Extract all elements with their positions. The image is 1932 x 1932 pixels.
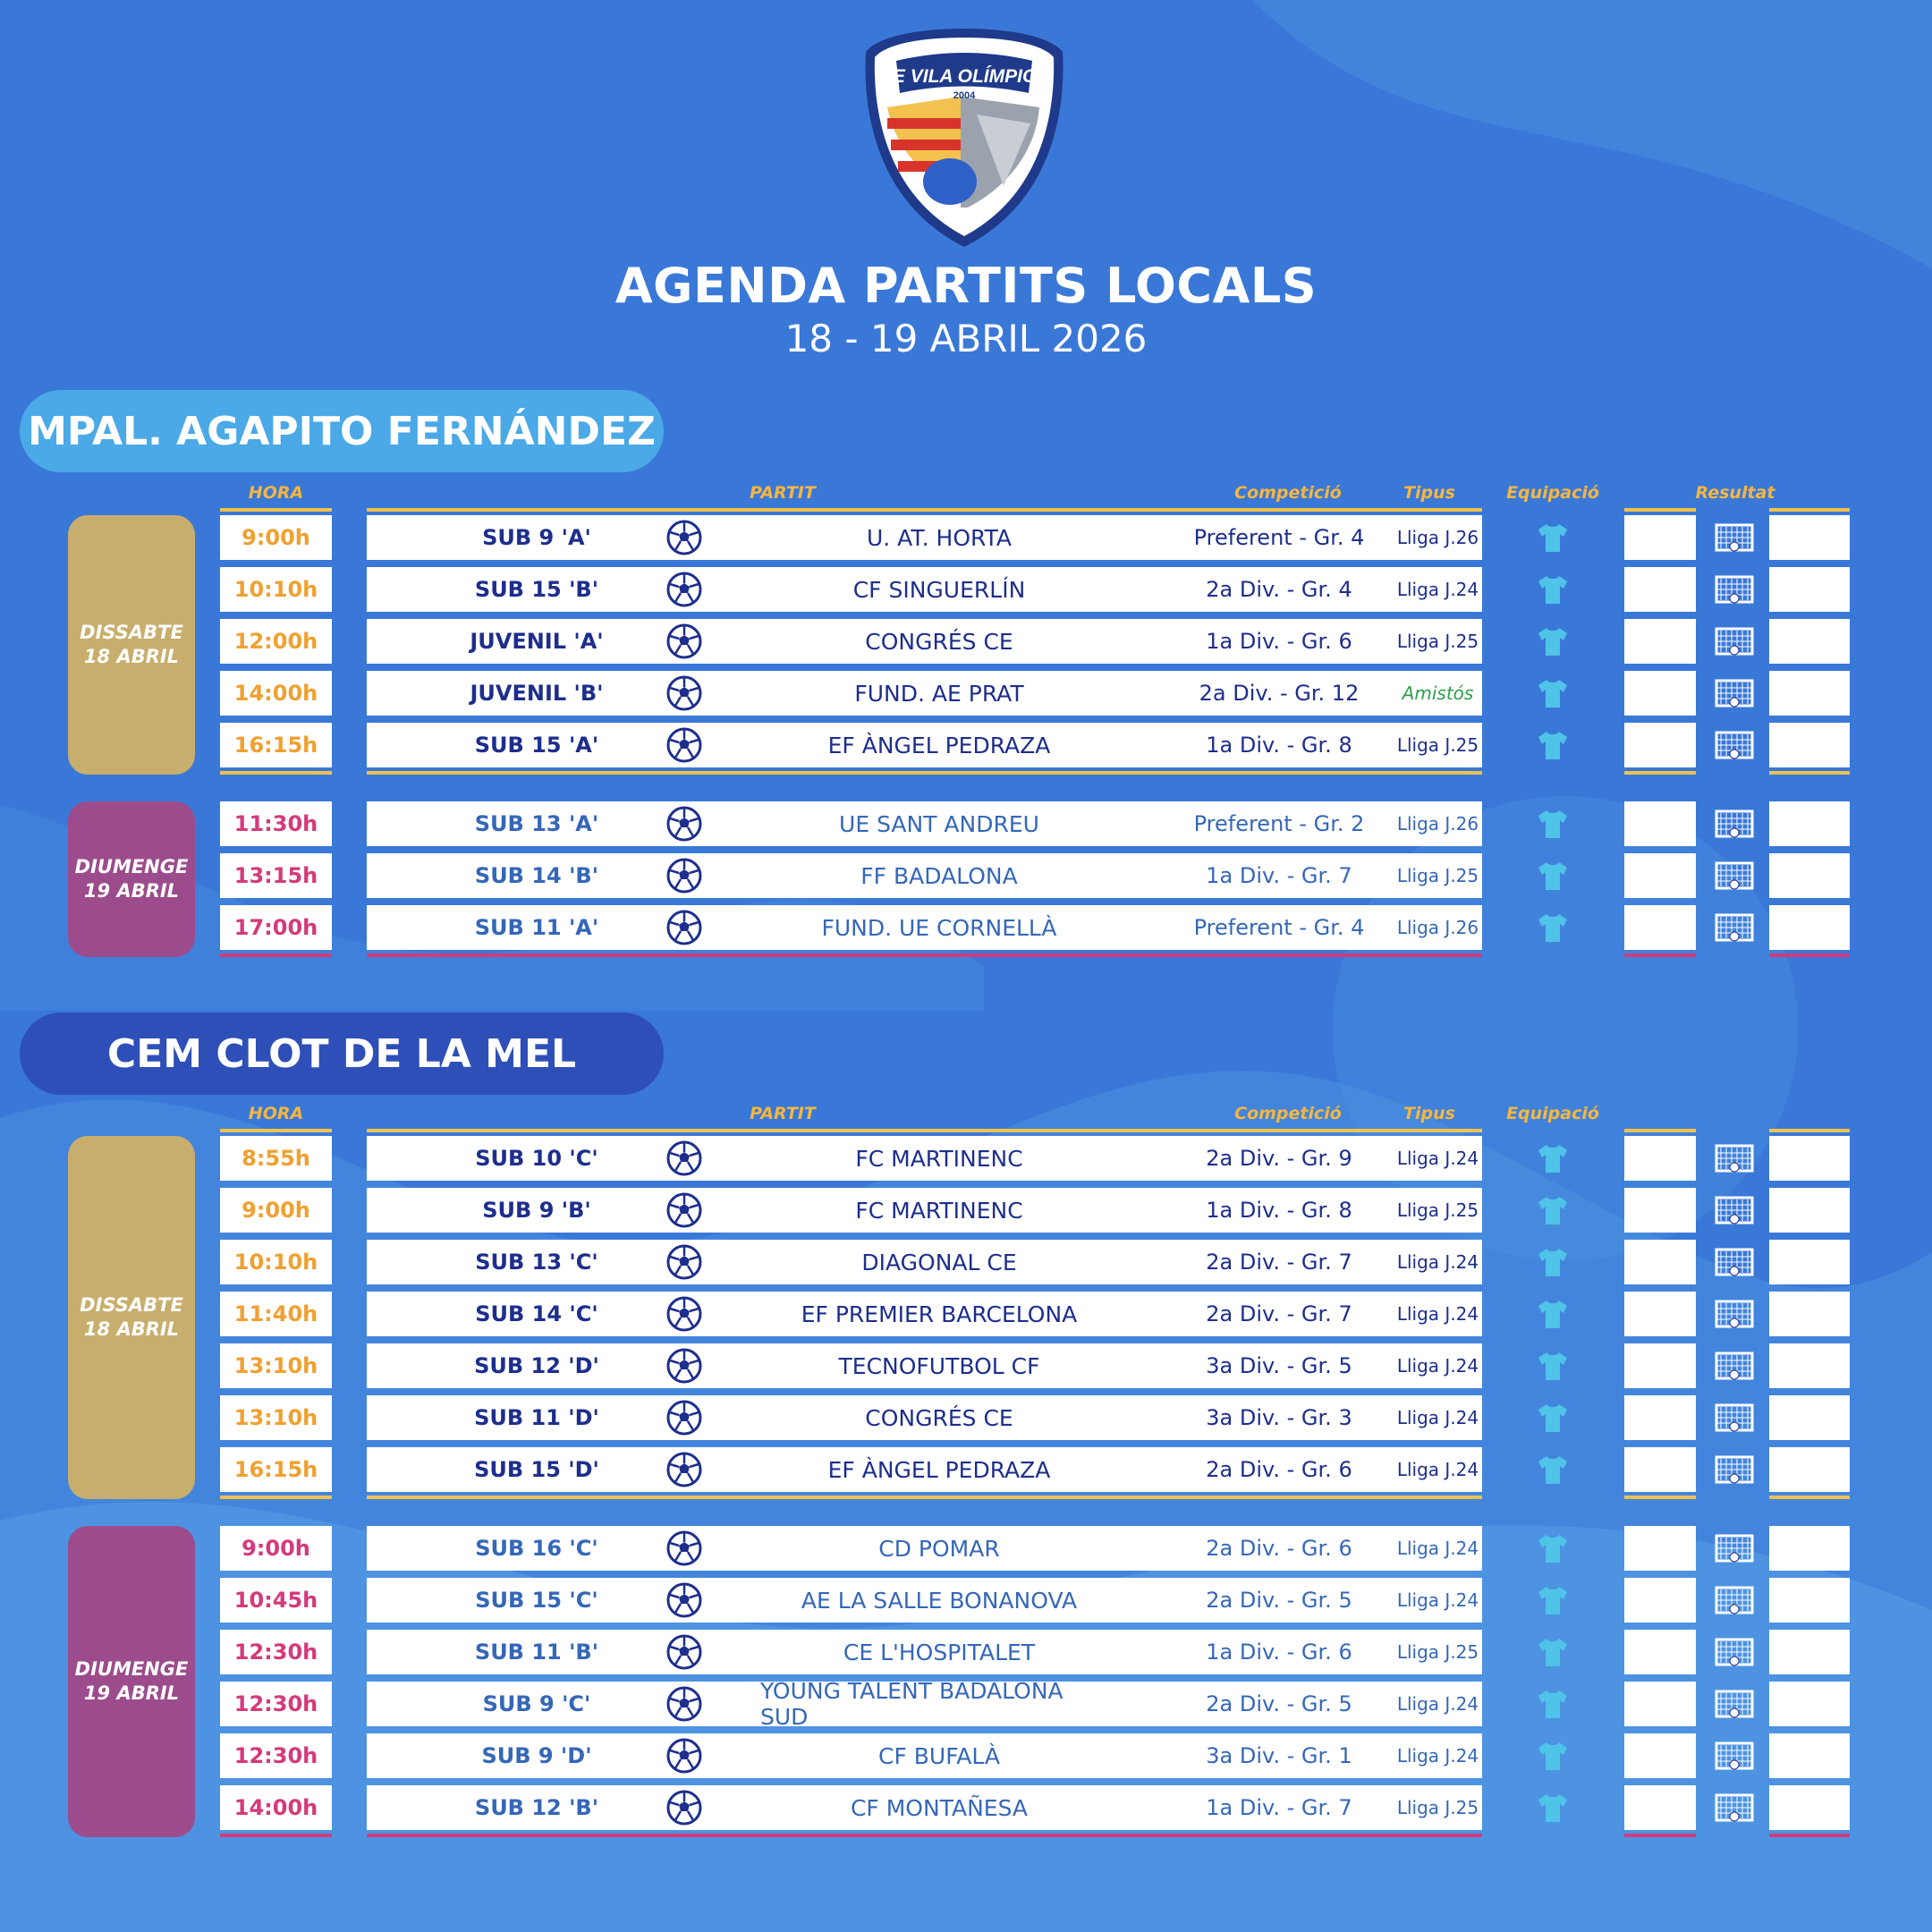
day-label-weekday: DISSABTE	[80, 621, 183, 643]
match-type: Lliga J.24	[1396, 1148, 1479, 1169]
result-away-box[interactable]	[1769, 853, 1850, 898]
competition: 3a Div. - Gr. 3	[1206, 1405, 1352, 1430]
match-time: 16:15h	[220, 723, 332, 767]
rival-team: FF BADALONA	[860, 862, 1018, 889]
goal-net-icon	[1714, 1584, 1755, 1616]
result-home-box[interactable]	[1624, 1578, 1696, 1623]
match-time: 12:30h	[220, 1630, 332, 1674]
soccer-ball-icon	[666, 1738, 702, 1774]
match-row	[367, 1188, 1482, 1233]
header-underline	[220, 1129, 332, 1132]
result-home-box[interactable]	[1624, 671, 1696, 716]
header-underline	[1624, 508, 1696, 512]
match-type: Lliga J.24	[1396, 1303, 1479, 1325]
result-away-box[interactable]	[1769, 1343, 1850, 1388]
result-away-box[interactable]	[1769, 1526, 1850, 1571]
goal-net-icon	[1714, 860, 1755, 892]
competition: 1a Div. - Gr. 7	[1206, 1795, 1352, 1820]
result-home-box[interactable]	[1624, 619, 1696, 664]
home-team: SUB 15 'D'	[474, 1457, 599, 1482]
match-time: 9:00h	[220, 1188, 332, 1233]
match-type: Lliga J.24	[1396, 1538, 1479, 1559]
shirt-icon	[1535, 1686, 1571, 1722]
match-time: 10:45h	[220, 1578, 332, 1623]
match-type: Lliga J.24	[1396, 1355, 1479, 1377]
soccer-ball-icon	[666, 1452, 702, 1487]
soccer-ball-icon	[666, 623, 702, 659]
day-block-dissabte	[68, 1136, 195, 1499]
day-underline	[367, 1834, 1482, 1837]
result-home-box[interactable]	[1624, 801, 1696, 846]
match-row	[367, 1395, 1482, 1440]
competition: 1a Div. - Gr. 8	[1206, 733, 1352, 758]
shirt-icon	[1535, 1790, 1571, 1826]
rival-team: CE L'HOSPITALET	[843, 1639, 1036, 1665]
competition: 1a Div. - Gr. 8	[1206, 1198, 1352, 1223]
home-team: SUB 12 'B'	[474, 1795, 599, 1820]
day-underline	[220, 953, 332, 957]
competition: 2a Div. - Gr. 6	[1206, 1536, 1352, 1561]
home-team: SUB 9 'D'	[481, 1743, 592, 1768]
goal-net-icon	[1714, 729, 1755, 761]
club-name-text: CE VILA OLÍMPICA	[878, 66, 1050, 87]
home-team: JUVENIL 'A'	[470, 629, 604, 654]
result-away-box[interactable]	[1769, 1733, 1850, 1778]
match-type: Lliga J.26	[1396, 813, 1479, 835]
rival-team: FUND. AE PRAT	[854, 680, 1024, 707]
match-type: Lliga J.24	[1396, 1745, 1479, 1767]
rival-team: YOUNG TALENT BADALONA SUD	[760, 1678, 1063, 1730]
day-underline	[367, 953, 1482, 957]
soccer-ball-icon	[666, 1348, 702, 1384]
rival-team: FUND. UE CORNELLÀ	[821, 914, 1057, 941]
home-team: SUB 11 'B'	[474, 1640, 599, 1665]
match-row	[367, 1240, 1482, 1284]
match-row	[367, 515, 1482, 560]
shirt-icon	[1535, 1244, 1571, 1280]
day-label-date: 19 ABRIL	[83, 1682, 180, 1704]
day-underline	[1624, 953, 1696, 957]
column-header-tipus: Tipus	[1403, 1104, 1455, 1123]
match-type: Lliga J.26	[1396, 917, 1479, 938]
day-block-diumenge	[68, 801, 195, 957]
rival-team: CF SINGUERLÍN	[852, 576, 1026, 603]
match-type: Lliga J.24	[1396, 1251, 1479, 1273]
match-row	[367, 1785, 1482, 1830]
shirt-icon	[1535, 1192, 1571, 1228]
competition: Preferent - Gr. 2	[1193, 811, 1365, 836]
soccer-ball-icon	[666, 1582, 702, 1618]
match-row	[367, 1136, 1482, 1181]
header-underline	[367, 508, 1482, 512]
home-team: JUVENIL 'B'	[470, 681, 604, 706]
result-home-box[interactable]	[1624, 1136, 1696, 1181]
home-team: SUB 14 'C'	[475, 1301, 598, 1326]
competition: 2a Div. - Gr. 4	[1206, 577, 1352, 602]
shirt-icon	[1535, 572, 1571, 607]
day-underline	[1624, 1834, 1696, 1837]
rival-team: U. AT. HORTA	[866, 524, 1012, 551]
rival-team: EF ÀNGEL PEDRAZA	[827, 732, 1051, 758]
goal-net-icon	[1714, 677, 1755, 709]
goal-net-icon	[1714, 1532, 1755, 1564]
result-away-box[interactable]	[1769, 1188, 1850, 1233]
page-title: AGENDA PARTITS LOCALS	[614, 258, 1318, 314]
result-away-box[interactable]	[1769, 567, 1850, 612]
soccer-ball-icon	[666, 1530, 702, 1566]
match-time: 9:00h	[220, 515, 332, 560]
match-row	[367, 1526, 1482, 1571]
match-row	[367, 619, 1482, 664]
match-type: Lliga J.24	[1396, 579, 1479, 600]
home-team: SUB 11 'A'	[474, 915, 599, 940]
rival-team: FC MARTINENC	[855, 1145, 1023, 1172]
result-away-box[interactable]	[1769, 905, 1850, 950]
home-team: SUB 9 'B'	[482, 1198, 591, 1223]
home-team: SUB 13 'A'	[474, 811, 599, 836]
match-row	[367, 853, 1482, 898]
soccer-ball-icon	[666, 1140, 702, 1176]
home-team: SUB 9 'A'	[482, 525, 591, 550]
column-header-competicio: Competició	[1234, 483, 1342, 503]
result-away-box[interactable]	[1769, 671, 1850, 716]
soccer-ball-icon	[666, 572, 702, 607]
goal-net-icon	[1714, 911, 1755, 944]
match-time: 10:10h	[220, 1240, 332, 1284]
shirt-icon	[1535, 1530, 1571, 1566]
competition: Preferent - Gr. 4	[1193, 915, 1365, 940]
header-underline	[1624, 1129, 1696, 1132]
column-header-hora: HORA	[248, 1104, 304, 1123]
competition: 2a Div. - Gr. 5	[1206, 1588, 1352, 1613]
day-underline	[367, 1496, 1482, 1499]
result-home-box[interactable]	[1624, 515, 1696, 560]
soccer-ball-icon	[666, 675, 702, 711]
day-label-date: 19 ABRIL	[83, 880, 180, 902]
result-home-box[interactable]	[1624, 1240, 1696, 1284]
venue-title-clot: CEM CLOT DE LA MEL	[20, 1013, 664, 1095]
match-type: Lliga J.26	[1396, 527, 1479, 548]
rival-team: CF MONTAÑESA	[850, 1794, 1029, 1821]
goal-net-icon	[1714, 1246, 1755, 1278]
shirt-icon	[1535, 1738, 1571, 1774]
goal-net-icon	[1714, 1740, 1755, 1772]
home-team: SUB 13 'C'	[475, 1250, 598, 1275]
column-header-equipacio: Equipació	[1506, 1104, 1599, 1123]
competition: 2a Div. - Gr. 7	[1206, 1301, 1352, 1326]
competition: 1a Div. - Gr. 7	[1206, 863, 1352, 888]
match-row	[367, 723, 1482, 767]
match-time: 10:10h	[220, 567, 332, 612]
result-home-box[interactable]	[1624, 1188, 1696, 1233]
shirt-icon	[1535, 623, 1571, 659]
soccer-ball-icon	[666, 806, 702, 842]
rival-team: AE LA SALLE BONANOVA	[801, 1587, 1078, 1614]
header-underline	[1769, 508, 1850, 512]
shirt-icon	[1535, 520, 1571, 555]
home-team: SUB 15 'A'	[474, 733, 599, 758]
shirt-icon	[1535, 727, 1571, 763]
result-home-box[interactable]	[1624, 723, 1696, 767]
goal-net-icon	[1714, 808, 1755, 840]
day-block-dissabte	[68, 515, 195, 775]
column-header-hora: HORA	[248, 483, 304, 503]
result-home-box[interactable]	[1624, 853, 1696, 898]
header-underline	[367, 1129, 1482, 1132]
match-type: Lliga J.25	[1396, 631, 1479, 652]
goal-net-icon	[1714, 1792, 1755, 1824]
match-row	[367, 567, 1482, 612]
result-home-box[interactable]	[1624, 1395, 1696, 1440]
rival-team: FC MARTINENC	[855, 1197, 1023, 1224]
header-underline	[220, 508, 332, 512]
match-time: 12:00h	[220, 619, 332, 664]
match-time: 9:00h	[220, 1526, 332, 1571]
competition: 2a Div. - Gr. 6	[1206, 1457, 1352, 1482]
match-type: Lliga J.25	[1396, 1199, 1479, 1221]
match-time: 11:40h	[220, 1292, 332, 1336]
day-label-date: 18 ABRIL	[83, 646, 180, 667]
match-time: 13:10h	[220, 1395, 332, 1440]
result-away-box[interactable]	[1769, 1630, 1850, 1674]
column-header-resultat: Resultat	[1695, 483, 1775, 503]
home-team: SUB 15 'C'	[475, 1588, 598, 1613]
shirt-icon	[1535, 1582, 1571, 1618]
match-time: 11:30h	[220, 801, 332, 846]
home-team: SUB 10 'C'	[475, 1146, 598, 1171]
shirt-icon	[1535, 806, 1571, 842]
match-time: 12:30h	[220, 1733, 332, 1778]
home-team: SUB 15 'B'	[474, 577, 599, 602]
match-row	[367, 1733, 1482, 1778]
day-label-weekday: DIUMENGE	[74, 1657, 189, 1680]
soccer-ball-icon	[666, 1192, 702, 1228]
competition: 1a Div. - Gr. 6	[1206, 1640, 1352, 1665]
shirt-icon	[1535, 1452, 1571, 1487]
match-row	[367, 1343, 1482, 1388]
day-underline	[1624, 1496, 1696, 1499]
shirt-icon	[1535, 1634, 1571, 1670]
day-underline	[1769, 953, 1850, 957]
result-home-box[interactable]	[1624, 905, 1696, 950]
soccer-ball-icon	[666, 1686, 702, 1722]
rival-team: CF BUFALÀ	[877, 1742, 1001, 1769]
match-time: 17:00h	[220, 905, 332, 950]
result-home-box[interactable]	[1624, 1292, 1696, 1336]
result-away-box[interactable]	[1769, 1682, 1850, 1726]
club-year-text: 2004	[953, 90, 976, 101]
competition: 2a Div. - Gr. 9	[1206, 1146, 1352, 1171]
competition: 3a Div. - Gr. 1	[1206, 1743, 1352, 1768]
result-home-box[interactable]	[1624, 1343, 1696, 1388]
soccer-ball-icon	[666, 1296, 702, 1332]
soccer-ball-icon	[666, 858, 702, 894]
match-type: Amistós	[1402, 682, 1474, 704]
goal-net-icon	[1714, 1636, 1755, 1668]
rival-team: CONGRÉS CE	[865, 628, 1013, 655]
day-underline	[1769, 1834, 1850, 1837]
result-away-box[interactable]	[1769, 1785, 1850, 1830]
soccer-ball-icon	[666, 1634, 702, 1670]
match-type: Lliga J.24	[1396, 1407, 1479, 1428]
rival-team: UE SANT ANDREU	[839, 810, 1039, 837]
match-time: 14:00h	[220, 1785, 332, 1830]
match-type: Lliga J.25	[1396, 865, 1479, 886]
result-away-box[interactable]	[1769, 1578, 1850, 1623]
home-team: SUB 16 'C'	[475, 1536, 598, 1561]
day-label-weekday: DIUMENGE	[74, 855, 189, 877]
club-crest-logo	[860, 25, 1068, 250]
match-type: Lliga J.25	[1396, 1797, 1479, 1818]
match-row	[367, 801, 1482, 846]
rival-team: EF ÀNGEL PEDRAZA	[827, 1456, 1051, 1483]
match-row	[367, 1292, 1482, 1336]
soccer-ball-icon	[666, 1400, 702, 1436]
day-label-date: 18 ABRIL	[83, 1318, 180, 1340]
match-row	[367, 1447, 1482, 1492]
result-away-box[interactable]	[1769, 1136, 1850, 1181]
result-home-box[interactable]	[1624, 1682, 1696, 1726]
result-away-box[interactable]	[1769, 1292, 1850, 1336]
result-away-box[interactable]	[1769, 1240, 1850, 1284]
header-underline	[1769, 1129, 1850, 1132]
column-header-competicio: Competició	[1234, 1104, 1342, 1123]
match-type: Lliga J.25	[1396, 734, 1479, 756]
home-team: SUB 14 'B'	[474, 863, 599, 888]
match-row	[367, 671, 1482, 716]
competition: 1a Div. - Gr. 6	[1206, 629, 1352, 654]
result-away-box[interactable]	[1769, 723, 1850, 767]
shirt-icon	[1535, 1348, 1571, 1384]
match-time: 13:10h	[220, 1343, 332, 1388]
result-home-box[interactable]	[1624, 1785, 1696, 1830]
column-header-partit: PARTIT	[750, 483, 816, 503]
day-block-diumenge	[68, 1526, 195, 1837]
soccer-ball-icon	[666, 1244, 702, 1280]
day-underline	[367, 771, 1482, 775]
result-away-box[interactable]	[1769, 1447, 1850, 1492]
goal-net-icon	[1714, 1142, 1755, 1174]
goal-net-icon	[1714, 1298, 1755, 1330]
goal-net-icon	[1714, 1453, 1755, 1486]
day-underline	[220, 1834, 332, 1837]
rival-team: TECNOFUTBOL CF	[838, 1352, 1040, 1379]
match-time: 14:00h	[220, 671, 332, 716]
competition: 2a Div. - Gr. 7	[1206, 1250, 1352, 1275]
match-type: Lliga J.24	[1396, 1459, 1479, 1480]
soccer-ball-icon	[666, 1790, 702, 1826]
goal-net-icon	[1714, 521, 1755, 554]
day-underline	[220, 771, 332, 775]
goal-net-icon	[1714, 1194, 1755, 1226]
rival-team: EF PREMIER BARCELONA	[801, 1301, 1078, 1327]
column-header-partit: PARTIT	[750, 1104, 816, 1123]
competition: 3a Div. - Gr. 5	[1206, 1353, 1352, 1378]
home-team: SUB 9 'C'	[482, 1691, 591, 1716]
column-header-equipacio: Equipació	[1506, 483, 1599, 503]
shirt-icon	[1535, 1400, 1571, 1436]
day-underline	[1769, 771, 1850, 775]
result-home-box[interactable]	[1624, 567, 1696, 612]
match-time: 12:30h	[220, 1682, 332, 1726]
match-time: 13:15h	[220, 853, 332, 898]
result-home-box[interactable]	[1624, 1630, 1696, 1674]
result-away-box[interactable]	[1769, 619, 1850, 664]
day-underline	[1769, 1496, 1850, 1499]
shirt-icon	[1535, 858, 1571, 894]
goal-net-icon	[1714, 1350, 1755, 1382]
match-row	[367, 1578, 1482, 1623]
home-team: SUB 12 'D'	[474, 1353, 599, 1378]
result-away-box[interactable]	[1769, 801, 1850, 846]
result-away-box[interactable]	[1769, 1395, 1850, 1440]
shirt-icon	[1535, 675, 1571, 711]
goal-net-icon	[1714, 1402, 1755, 1434]
match-type: Lliga J.24	[1396, 1589, 1479, 1611]
result-home-box[interactable]	[1624, 1526, 1696, 1571]
result-away-box[interactable]	[1769, 515, 1850, 560]
column-header-tipus: Tipus	[1403, 483, 1455, 503]
day-underline	[1624, 771, 1696, 775]
page-dates: 18 - 19 ABRIL 2026	[784, 317, 1148, 360]
rival-team: CD POMAR	[878, 1535, 1000, 1562]
goal-net-icon	[1714, 625, 1755, 657]
match-time: 16:15h	[220, 1447, 332, 1492]
rival-team: DIAGONAL CE	[861, 1249, 1017, 1275]
result-home-box[interactable]	[1624, 1733, 1696, 1778]
goal-net-icon	[1714, 573, 1755, 606]
match-row	[367, 905, 1482, 950]
competition: 2a Div. - Gr. 5	[1206, 1691, 1352, 1716]
match-row	[367, 1630, 1482, 1674]
home-team: SUB 11 'D'	[474, 1405, 599, 1430]
match-row	[367, 1678, 1482, 1730]
match-type: Lliga J.24	[1396, 1693, 1479, 1715]
rival-team: CONGRÉS CE	[865, 1404, 1013, 1431]
result-home-box[interactable]	[1624, 1447, 1696, 1492]
shirt-icon	[1535, 1296, 1571, 1332]
venue-title-agapito: MPAL. AGAPITO FERNÁNDEZ	[20, 390, 664, 472]
soccer-ball-icon	[666, 727, 702, 763]
day-label-weekday: DISSABTE	[80, 1293, 183, 1316]
soccer-ball-icon	[666, 910, 702, 945]
competition: Preferent - Gr. 4	[1193, 525, 1365, 550]
shirt-icon	[1535, 1140, 1571, 1176]
soccer-ball-icon	[666, 520, 702, 555]
competition: 2a Div. - Gr. 12	[1199, 681, 1360, 706]
shirt-icon	[1535, 910, 1571, 945]
match-type: Lliga J.25	[1396, 1641, 1479, 1663]
day-underline	[220, 1496, 332, 1499]
goal-net-icon	[1714, 1688, 1755, 1720]
match-time: 8:55h	[220, 1136, 332, 1181]
